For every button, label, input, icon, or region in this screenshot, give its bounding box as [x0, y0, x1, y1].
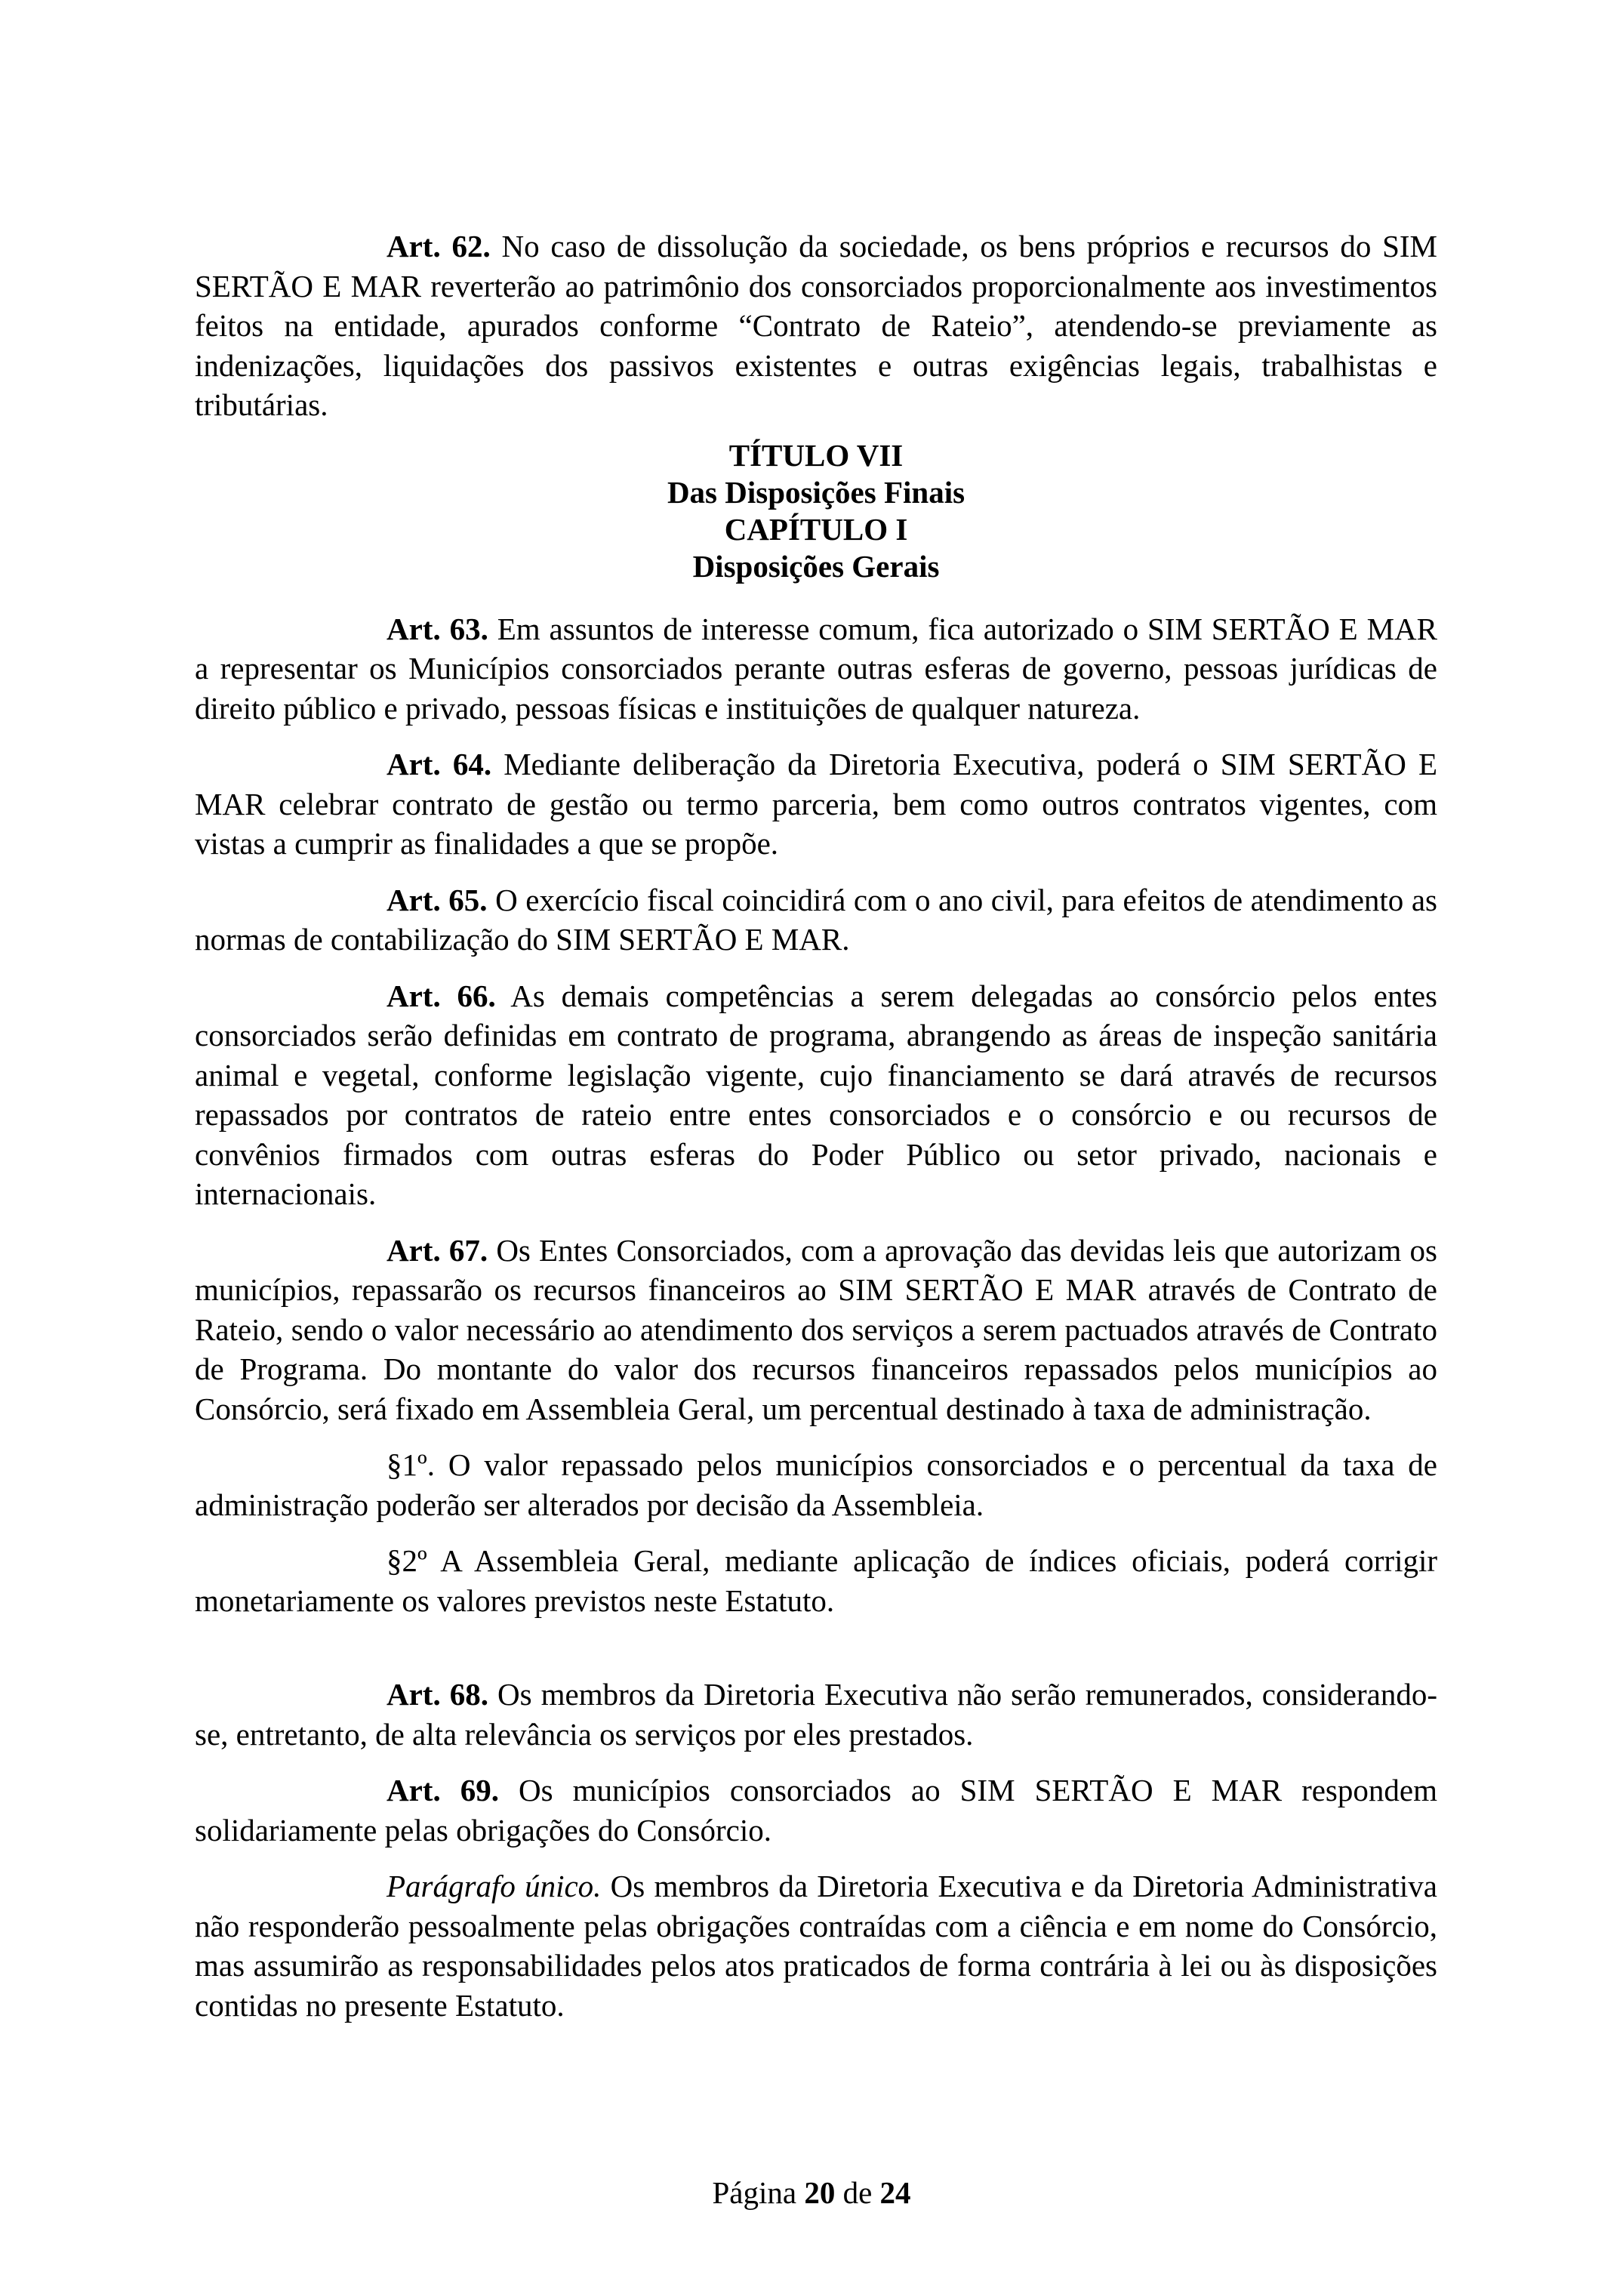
footer-page-number: 20 [804, 2175, 836, 2210]
article-text: Os municípios consorciados ao SIM SERTÃO E MAR respondem solidariamente pelas obrigações do Consórcio. [195, 1773, 1437, 1848]
paragraph-1: §1º. O valor repassado pelos municípios consorciados e o percentual da taxa de administração poderão ser alterados por decisão da Assembleia. [195, 1447, 1437, 1522]
title-number: TÍTULO VII [728, 437, 904, 473]
article-65 [195, 880, 1437, 960]
article-64 [195, 744, 1437, 864]
article-label: Art. 66. [387, 978, 496, 1013]
sole-paragraph-text: Os membros da Diretoria Executiva e da Diretoria Administrativa não responderão pessoalmente pelas obrigações contraídas com a ciência e em nome do Consórcio, mas assumirão as responsabilidades pelos atos praticados de forma contrária à lei ou às disposições contidas no presente Estatuto. [195, 1869, 1437, 2023]
article-label: Art. 63. [387, 611, 488, 646]
article-text: Os Entes Consorciados, com a aprovação das devidas leis que autorizam os municípios, repassarão os recursos financeiros ao SIM SERTÃO E MAR através de Contrato de Rateio, sendo o valor necessário ao atendimento dos serviços a serem pactuados através de Contrato de Programa. Do montante do valor dos recursos financeiros repassados pelos municípios ao Consórcio, será fixado em Assembleia Geral, um percentual destinado à taxa de administração. [195, 1232, 1437, 1426]
chapter-number: CAPÍTULO I [724, 511, 908, 547]
article-text: Em assuntos de interesse comum, fica autorizado o SIM SERTÃO E MAR a representar os Municípios consorciados perante outras esferas de governo, pessoas jurídicas de direito público e privado, pessoas físicas e instituições de qualquer natureza. [195, 611, 1437, 726]
article-63 [195, 609, 1437, 729]
article-label: Art. 64. [387, 747, 492, 781]
title-name: Das Disposições Finais [667, 474, 965, 510]
article-66 [195, 976, 1437, 1214]
footer-page-total: 24 [879, 2175, 911, 2210]
footer-middle: de [835, 2175, 880, 2210]
article-68 [195, 1675, 1437, 1754]
article-label: Art. 62. [387, 229, 491, 264]
section-heading [195, 437, 1437, 585]
article-67 [195, 1231, 1437, 1429]
document-body [195, 227, 1437, 2025]
article-69 [195, 1771, 1437, 1850]
article-label: Art. 67. [387, 1232, 488, 1268]
article-label: Art. 69. [387, 1773, 499, 1808]
chapter-name: Disposições Gerais [692, 548, 940, 584]
article-text: As demais competências a serem delegadas ao consórcio pelos entes consorciados serão definidas em contrato de programa, abrangendo as áreas de inspeção sanitária animal e vegetal, conforme legislação vigente, cujo financiamento se dará através de recursos repassados por contratos de rateio entre entes consorciados e o consórcio e ou recursos de convênios firmados com outras esferas do Poder Público ou setor privado, nacionais e internacionais. [195, 978, 1437, 1211]
article-text: Os membros da Diretoria Executiva não serão remunerados, considerando-se, entretanto, de alta relevância os serviços por eles prestados. [195, 1677, 1437, 1752]
footer-prefix: Página [712, 2175, 805, 2210]
article-62 [195, 227, 1437, 425]
sole-paragraph [195, 1866, 1437, 2025]
page-footer [0, 2173, 1623, 2212]
article-text: No caso de dissolução da sociedade, os bens próprios e recursos do SIM SERTÃO E MAR reverterão ao patrimônio dos consorciados proporcionalmente aos investimentos feitos na entidade, apurados conforme “Contrato de Rateio”, atendendo-se previamente as indenizações, liquidações dos passivos existentes e outras exigências legais, trabalhistas e tributárias. [195, 229, 1437, 422]
article-text: O exercício fiscal coincidirá com o ano civil, para efeitos de atendimento as normas de contabilização do SIM SERTÃO E MAR. [195, 882, 1437, 957]
article-text: Mediante deliberação da Diretoria Executiva, poderá o SIM SERTÃO E MAR celebrar contrato de gestão ou termo parceria, bem como outros contratos vigentes, com vistas a cumprir as finalidades a que se propõe. [195, 747, 1437, 861]
article-label: Art. 68. [387, 1677, 488, 1712]
paragraph-2: §2º A Assembleia Geral, mediante aplicação de índices oficiais, poderá corrigir monetariamente os valores previstos neste Estatuto. [195, 1543, 1437, 1618]
article-label: Art. 65. [387, 882, 488, 917]
sole-paragraph-label: Parágrafo único. [387, 1869, 602, 1903]
